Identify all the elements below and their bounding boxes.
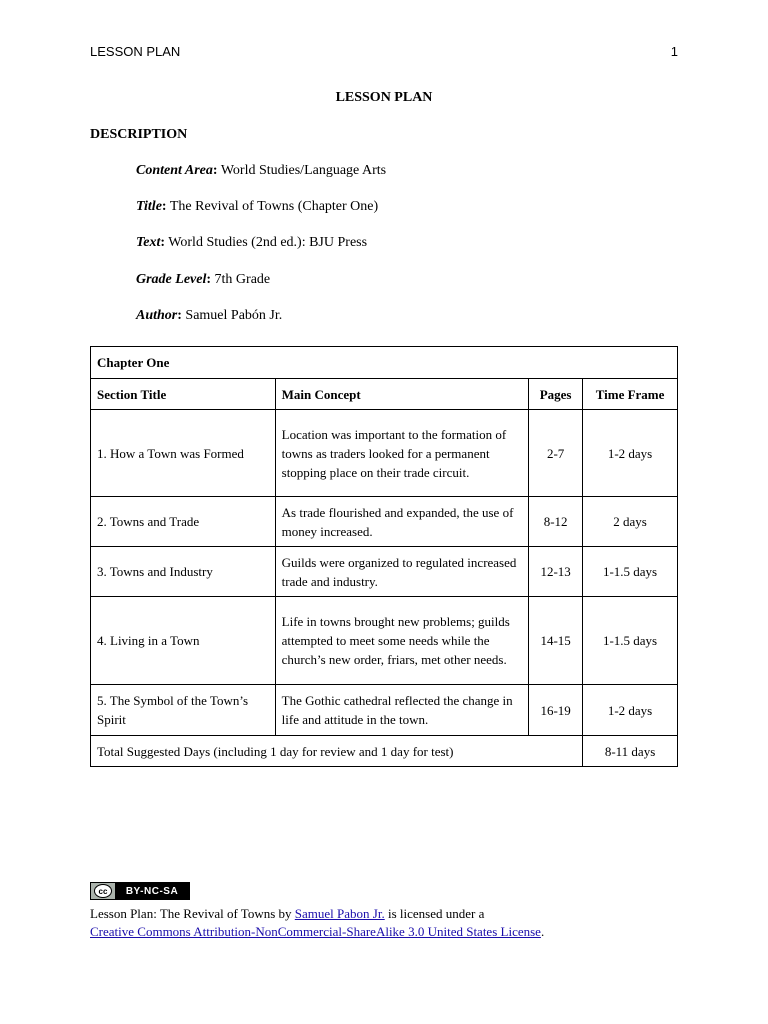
cc-license-badge[interactable] xyxy=(90,882,190,900)
cell-main-concept: Location was important to the formation of towns as traders looked for a permanent stopping place on their trade circuit. xyxy=(275,410,528,497)
cell-time-frame: 1-2 days xyxy=(583,410,678,497)
license-middle: is licensed under a xyxy=(384,906,485,921)
cell-pages: 12-13 xyxy=(529,547,583,597)
author-link[interactable]: Samuel Pabon Jr. xyxy=(294,906,385,921)
header-main-concept: Main Concept xyxy=(275,379,528,410)
meta-value: World Studies/Language Arts xyxy=(220,163,387,178)
cell-section-title: 4. Living in a Town xyxy=(91,597,276,685)
license-notice xyxy=(90,905,690,941)
meta-label: Grade Level xyxy=(136,272,207,287)
cell-time-frame: 1-1.5 days xyxy=(583,547,678,597)
cell-pages: 14-15 xyxy=(529,597,583,685)
meta-value: World Studies (2nd ed.): BJU Press xyxy=(168,235,368,250)
meta-label: Content Area xyxy=(136,163,213,178)
meta-title: Title: The Revival of Towns (Chapter One) xyxy=(136,199,379,214)
cc-icon: cc xyxy=(94,884,112,898)
meta-value: The Revival of Towns (Chapter One) xyxy=(169,199,379,214)
cell-time-frame: 1-2 days xyxy=(583,685,678,736)
document-title: LESSON PLAN xyxy=(335,90,433,105)
cell-main-concept: As trade flourished and expanded, the use of money increased. xyxy=(275,497,528,547)
header-section-title: Section Title xyxy=(91,379,276,410)
license-suffix: . xyxy=(540,924,545,939)
table-row xyxy=(91,497,678,547)
meta-author: Author: Samuel Pabón Jr. xyxy=(136,308,283,323)
meta-value: 7th Grade xyxy=(214,272,271,287)
meta-label: Author xyxy=(136,308,178,323)
chapter-table xyxy=(90,346,678,767)
license-terms-label: BY-NC-SA xyxy=(115,883,189,899)
header-time-frame: Time Frame xyxy=(583,379,678,410)
meta-label: Title xyxy=(136,199,162,214)
description-heading: DESCRIPTION xyxy=(90,127,188,142)
cell-time-frame: 2 days xyxy=(583,497,678,547)
header-pages: Pages xyxy=(529,379,583,410)
cell-main-concept: The Gothic cathedral reflected the change in life and attitude in the town. xyxy=(275,685,528,736)
table-caption: Chapter One xyxy=(91,347,678,379)
table-row xyxy=(91,547,678,597)
page-number: 1 xyxy=(670,44,678,59)
meta-value: Samuel Pabón Jr. xyxy=(185,308,283,323)
license-prefix: Lesson Plan: The Revival of Towns by xyxy=(90,906,295,921)
cell-time-frame: 1-1.5 days xyxy=(583,597,678,685)
cell-main-concept: Guilds were organized to regulated increased trade and industry. xyxy=(275,547,528,597)
running-header xyxy=(90,44,678,59)
cell-pages: 8-12 xyxy=(529,497,583,547)
cell-section-title: 3. Towns and Industry xyxy=(91,547,276,597)
total-label: Total Suggested Days (including 1 day for review and 1 day for test) xyxy=(91,736,583,767)
meta-content-area: Content Area: World Studies/Language Arts xyxy=(136,163,387,178)
meta-grade-level: Grade Level: 7th Grade xyxy=(136,272,271,287)
license-link[interactable]: Creative Commons Attribution-NonCommercial-ShareAlike 3.0 United States License xyxy=(90,924,541,939)
table-total-row xyxy=(91,736,678,767)
meta-label: Text xyxy=(136,235,161,250)
table-row xyxy=(91,410,678,497)
total-value: 8-11 days xyxy=(583,736,678,767)
cell-pages: 2-7 xyxy=(529,410,583,497)
cell-main-concept: Life in towns brought new problems; guilds attempted to meet some needs while the church’s new order, friars, met other needs. xyxy=(275,597,528,685)
running-header-title: LESSON PLAN xyxy=(90,44,181,59)
cell-section-title: 1. How a Town was Formed xyxy=(91,410,276,497)
table-row xyxy=(91,685,678,736)
cell-section-title: 2. Towns and Trade xyxy=(91,497,276,547)
cell-pages: 16-19 xyxy=(529,685,583,736)
meta-text: Text: World Studies (2nd ed.): BJU Press xyxy=(136,235,368,250)
table-row xyxy=(91,597,678,685)
cell-section-title: 5. The Symbol of the Town’s Spirit xyxy=(91,685,276,736)
